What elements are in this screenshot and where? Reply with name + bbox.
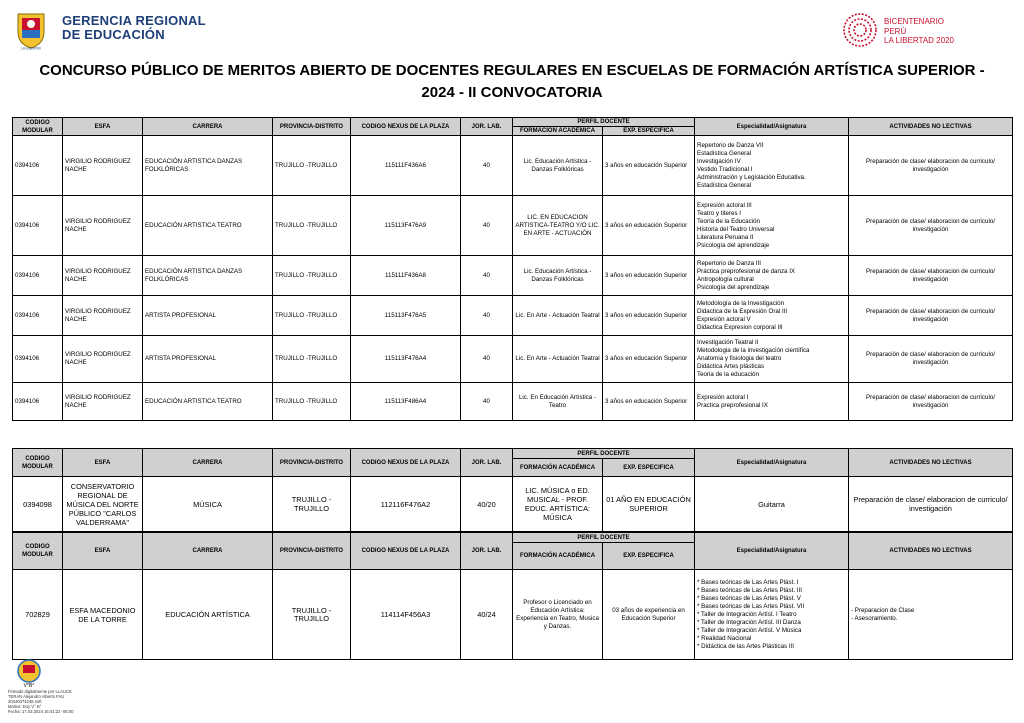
cell-codigo: 0394106 xyxy=(13,336,63,383)
cell-esfa: VIRGILIO RODRIGUEZ NACHE xyxy=(63,256,143,296)
cell-nexus: 115113F486A4 xyxy=(351,383,461,421)
subject-item: Estadística General xyxy=(697,149,752,157)
subject-item: * Taller de Integración Artíst. I Teatro xyxy=(697,610,797,618)
cell-especialidad xyxy=(695,296,849,336)
col-especialidad: Especialidad/Asignatura xyxy=(695,449,849,477)
subject-item: Repertorio de Danza VII xyxy=(697,141,764,149)
col-especialidad: Especialidad/Asignatura xyxy=(695,533,849,570)
subject-item: Literatura Peruana II xyxy=(697,233,754,241)
col-jornada: JOR. LAB. xyxy=(461,449,513,477)
cell-codigo: 0394106 xyxy=(13,383,63,421)
cell-esfa: ESFA MACEDONIO DE LA TORRE xyxy=(63,570,143,660)
signature-line: Fecha: 17.03.2024 16:41:22 -05:00 xyxy=(8,709,74,714)
cell-carrera: MÚSICA xyxy=(143,477,273,532)
table-row xyxy=(13,477,1013,532)
subject-list xyxy=(697,202,846,250)
cell-nexus: 115111F436A6 xyxy=(351,136,461,196)
cell-experiencia: 01 AÑO EN EDUCACIÓN SUPERIOR xyxy=(603,477,695,532)
plazas-table-conservatorio xyxy=(12,448,1013,532)
cell-nexus: 112116F476A2 xyxy=(351,477,461,532)
subject-item: Didactica Expresion corporal III xyxy=(697,323,783,331)
cell-codigo: 702829 xyxy=(13,570,63,660)
cell-carrera: ARTISTA PROFESIONAL xyxy=(143,336,273,383)
subject-item: Investigación IV xyxy=(697,157,741,165)
actividad-2: - Asesoramiento. xyxy=(851,614,898,622)
subject-list xyxy=(697,260,846,292)
subject-item: Vestido Tradicional I xyxy=(697,165,753,173)
col-nexus: CODIGO NEXUS DE LA PLAZA xyxy=(351,118,461,136)
cell-provincia: TRUJILLO -TRUJILLO xyxy=(273,383,351,421)
table-row xyxy=(13,383,1013,421)
cell-jornada: 40 xyxy=(461,256,513,296)
col-experiencia: EXP. ESPECIFICA xyxy=(603,127,695,136)
subject-item: Expresión actoral III xyxy=(697,201,752,209)
subject-item: Antropología cultural xyxy=(697,275,754,283)
subject-list xyxy=(697,339,846,379)
cell-experiencia: 3 años en educación Superior xyxy=(603,256,695,296)
col-perfil: PERFIL DOCENTE xyxy=(513,533,695,543)
subject-item: Expresión actoral V xyxy=(697,315,751,323)
cell-esfa: VIRGILIO RODRIGUEZ NACHE xyxy=(63,296,143,336)
plazas-table-body xyxy=(13,136,1013,421)
cell-provincia: TRUJILLO - TRUJILLO xyxy=(273,477,351,532)
cell-jornada: 40 xyxy=(461,136,513,196)
col-codigo: CODIGO MODULAR xyxy=(13,533,63,570)
cell-actividades xyxy=(849,570,1013,660)
cell-formacion: Profesor o Licenciado en Educación Artística: Experiencia en Teatro, Musica y Danzas. xyxy=(513,570,603,660)
cell-provincia: TRUJILLO - TRUJILLO xyxy=(273,570,351,660)
org-name-line1: GERENCIA REGIONAL xyxy=(62,13,206,28)
table-row xyxy=(13,256,1013,296)
plazas-table-macedonio xyxy=(12,532,1013,660)
cell-provincia: TRUJILLO -TRUJILLO xyxy=(273,336,351,383)
stamp-label: V°B° xyxy=(23,683,35,688)
cell-codigo: 0394106 xyxy=(13,296,63,336)
cell-jornada: 40/24 xyxy=(461,570,513,660)
subject-item: * Bases teóricas de Las Artes Plást. III xyxy=(697,586,802,594)
cell-esfa: VIRGILIO RODRIGUEZ NACHE xyxy=(63,136,143,196)
cell-actividades: Preparación de clase/ elaboracion de curriculo/ investigación xyxy=(849,136,1013,196)
cell-formacion: Lic. En Arte - Actuación Teatral xyxy=(513,296,603,336)
cell-esfa: VIRGILIO RODRIGUEZ NACHE xyxy=(63,336,143,383)
title-line2: 2024 - II CONVOCATORIA xyxy=(421,84,603,101)
col-formacion: FORMACIÓN ACADÉMICA xyxy=(513,459,603,477)
subject-item: Historia del Teatro Universal xyxy=(697,225,775,233)
subject-item: Teatro y titeres I xyxy=(697,209,742,217)
col-jornada: JOR. LAB. xyxy=(461,118,513,136)
subject-item: * Bases teóricas de Las Artes Plást. V xyxy=(697,594,801,602)
cell-nexus: 114114F456A3 xyxy=(351,570,461,660)
actividad-1: - Preparacion de Clase xyxy=(851,606,915,614)
subject-item: * Realidad Nacional xyxy=(697,634,752,642)
cell-formacion: Lic. Educación Artística - Danzas Folklóricas xyxy=(513,256,603,296)
subject-item: Anatomia y fisiologia del teatro xyxy=(697,355,782,362)
subject-item: Metodología de la Investigación xyxy=(697,299,785,307)
subject-item: Practica preprofesional IX xyxy=(697,401,768,409)
cell-codigo: 0394106 xyxy=(13,136,63,196)
cell-esfa: CONSERVATORIO REGIONAL DE MÚSICA DEL NORTE PÚBLICO "CARLOS VALDERRAMA" xyxy=(63,477,143,532)
signature-line: TERAN Alejandro Alberto FAU xyxy=(8,694,65,699)
cell-nexus: 115113F476A5 xyxy=(351,296,461,336)
col-esfa: ESFA xyxy=(63,118,143,136)
cell-carrera: ARTISTA PROFESIONAL xyxy=(143,296,273,336)
signature-line: Motivo: Doy V° B° xyxy=(8,704,42,709)
cell-codigo: 0394106 xyxy=(13,256,63,296)
cell-actividades: Preparación de clase/ elaboracion de curriculo/ investigación xyxy=(849,296,1013,336)
col-nexus: CODIGO NEXUS DE LA PLAZA xyxy=(351,449,461,477)
cell-esfa: VIRGILIO RODRIGUEZ NACHE xyxy=(63,383,143,421)
cell-especialidad xyxy=(695,136,849,196)
cell-carrera: EDUCACIÓN ARTISTICA TEATRO xyxy=(143,196,273,256)
la-libertad-coat-of-arms-icon xyxy=(14,10,48,50)
digital-signature-text xyxy=(8,689,73,714)
cell-especialidad xyxy=(695,196,849,256)
cell-experiencia: 03 años de experiencia en Educación Superior xyxy=(603,570,695,660)
cell-experiencia: 3 años en educación Superior xyxy=(603,196,695,256)
subject-item: Didactica de la Expresión Oral III xyxy=(697,307,788,315)
table-row xyxy=(13,336,1013,383)
bicentenario-text xyxy=(884,17,954,46)
col-actividades: ACTIVIDADES NO LECTIVAS xyxy=(849,449,1013,477)
table-row xyxy=(13,296,1013,336)
cell-jornada: 40 xyxy=(461,196,513,256)
logo-caption: LA LIBERTAD xyxy=(21,46,41,50)
col-carrera: CARRERA xyxy=(143,533,273,570)
cell-nexus: 115111F436A8 xyxy=(351,256,461,296)
cell-carrera: EDUCACIÓN ARTISTICA DANZAS FOLKLÓRICAS xyxy=(143,256,273,296)
cell-codigo: 0394098 xyxy=(13,477,63,532)
col-actividades: ACTIVIDADES NO LECTIVAS xyxy=(849,118,1013,136)
col-nexus: CODIGO NEXUS DE LA PLAZA xyxy=(351,533,461,570)
subject-item: Didáctica Artes plásticas xyxy=(697,363,765,370)
subject-item: * Bases teóricas de Las Artes Plást. I xyxy=(697,578,799,586)
cell-actividades: Preparación de clase/ elaboracion de curriculo/ investigación xyxy=(849,336,1013,383)
col-carrera: CARRERA xyxy=(143,118,273,136)
cell-actividades: Preparación de clase/ elaboracion de curriculo/ investigación xyxy=(849,256,1013,296)
subject-item: Investigación Teatral II xyxy=(697,339,759,346)
approval-stamp-icon xyxy=(12,658,46,688)
col-provincia: PROVINCIA-DISTRITO xyxy=(273,533,351,570)
bicentenario-logo-icon xyxy=(842,12,878,48)
cell-formacion: LIC. EN EDUCACION ARTISTICA-TEATRO Y/O LIC. EN ARTE - ACTUACIÓN xyxy=(513,196,603,256)
col-formacion: FORMACIÓN ACADÉMICA xyxy=(513,127,603,136)
subject-item: Administración y Legislación Educativa. xyxy=(697,173,806,181)
subject-list xyxy=(697,300,846,332)
bicentenario-line3: LA LIBERTAD 2020 xyxy=(884,36,954,45)
bicentenario-line1: BICENTENARIO xyxy=(884,17,945,26)
col-carrera: CARRERA xyxy=(143,449,273,477)
cell-especialidad xyxy=(695,256,849,296)
cell-carrera: EDUCACIÓN ARTÍSTICA xyxy=(143,570,273,660)
subject-item: Teoria de la educación xyxy=(697,371,759,378)
cell-jornada: 40/20 xyxy=(461,477,513,532)
cell-jornada: 40 xyxy=(461,296,513,336)
subject-item: * Taller de Integración Artíst. III Danza xyxy=(697,618,801,626)
cell-jornada: 40 xyxy=(461,383,513,421)
cell-provincia: TRUJILLO -TRUJILLO xyxy=(273,256,351,296)
cell-formacion: LIC. MÚSICA o ED. MUSICAL - PROF. EDUC. ARTÍSTICA: MÚSICA xyxy=(513,477,603,532)
col-provincia: PROVINCIA-DISTRITO xyxy=(273,449,351,477)
col-jornada: JOR. LAB. xyxy=(461,533,513,570)
subject-item: * Didáctica de las Artes Plásticas III xyxy=(697,642,794,650)
col-perfil: PERFIL DOCENTE xyxy=(513,118,695,127)
subject-list xyxy=(697,394,846,410)
col-codigo: CODIGO MODULAR xyxy=(13,118,63,136)
cell-provincia: TRUJILLO -TRUJILLO xyxy=(273,136,351,196)
subject-item: Práctica preprofesional de danza IX xyxy=(697,267,796,275)
signature-line: Firmado digitalmente por LLAUCE xyxy=(8,689,72,694)
subject-item: * Taller de Integración Artíst. V Música xyxy=(697,626,802,634)
subject-item: Expresión actoral I xyxy=(697,393,749,401)
cell-nexus: 115113F476A9 xyxy=(351,196,461,256)
cell-carrera: EDUCACIÓN ARTISTICA DANZAS FOLKLÓRICAS xyxy=(143,136,273,196)
title-line1: CONCURSO PÚBLICO DE MERITOS ABIERTO DE DOCENTES REGULARES EN ESCUELAS DE FORMACIÓN ARTÍSTICA SUPERIOR - xyxy=(39,62,985,79)
subject-item: Repertorio de Danza III xyxy=(697,259,761,267)
cell-codigo: 0394106 xyxy=(13,196,63,256)
cell-formacion: Lic. En Educación Artística - Teatro xyxy=(513,383,603,421)
subject-item: Psicología del aprendizaje xyxy=(697,241,770,249)
bicentenario-line2: PERÚ xyxy=(884,26,907,36)
subject-item: * Bases teóricas de Las Artes Plást. VII xyxy=(697,602,805,610)
cell-experiencia: 3 años en educación Superior xyxy=(603,336,695,383)
org-name-line2: DE EDUCACIÓN xyxy=(62,27,165,42)
subject-item: Metodologia de la investigación científica xyxy=(697,347,810,354)
col-actividades: ACTIVIDADES NO LECTIVAS xyxy=(849,533,1013,570)
signature-line: 20440374248 soft xyxy=(8,699,42,704)
cell-carrera: EDUCACIÓN ARTISTICA TEATRO xyxy=(143,383,273,421)
col-esfa: ESFA xyxy=(63,533,143,570)
col-provincia: PROVINCIA-DISTRITO xyxy=(273,118,351,136)
cell-provincia: TRUJILLO -TRUJILLO xyxy=(273,196,351,256)
table-row xyxy=(13,136,1013,196)
subject-item: Teoría de la Educación xyxy=(697,217,760,225)
document-title xyxy=(10,60,1014,104)
cell-nexus: 115113F476A4 xyxy=(351,336,461,383)
cell-especialidad: Guitarra xyxy=(695,477,849,532)
col-esfa: ESFA xyxy=(63,449,143,477)
col-especialidad: Especialidad/Asignatura xyxy=(695,118,849,136)
cell-experiencia: 3 años en educación Superior xyxy=(603,383,695,421)
col-perfil: PERFIL DOCENTE xyxy=(513,449,695,459)
cell-especialidad xyxy=(695,383,849,421)
col-experiencia: EXP. ESPECIFICA xyxy=(603,459,695,477)
cell-actividades: Preparación de clase/ elaboracion de curriculo/ investigación xyxy=(849,477,1013,532)
org-name xyxy=(62,14,206,42)
page-header xyxy=(0,0,1024,58)
col-codigo: CODIGO MODULAR xyxy=(13,449,63,477)
col-formacion: FORMACIÓN ACADÉMICA xyxy=(513,543,603,570)
col-experiencia: EXP. ESPECIFICA xyxy=(603,543,695,570)
cell-formacion: Lic. Educación Artística - Danzas Folklóricas xyxy=(513,136,603,196)
cell-experiencia: 3 años en educación Superior xyxy=(603,296,695,336)
subject-list xyxy=(697,579,846,651)
cell-especialidad xyxy=(695,336,849,383)
cell-especialidad xyxy=(695,570,849,660)
subject-item: Psicología del aprendizaje xyxy=(697,283,770,291)
cell-formacion: Lic. En Arte - Actuación Teatral xyxy=(513,336,603,383)
cell-provincia: TRUJILLO -TRUJILLO xyxy=(273,296,351,336)
table-row xyxy=(13,570,1013,660)
table-row xyxy=(13,196,1013,256)
cell-esfa: VIRGILIO RODRIGUEZ NACHE xyxy=(63,196,143,256)
plazas-table-virgilio xyxy=(12,117,1013,421)
cell-actividades: Preparación de clase/ elaboracion de curriculo/ investigación xyxy=(849,383,1013,421)
cell-actividades: Preparación de clase/ elaboracion de curriculo/ investigación xyxy=(849,196,1013,256)
cell-experiencia: 3 años en educación Superior xyxy=(603,136,695,196)
subject-list xyxy=(697,142,846,190)
subject-item: Estadística General xyxy=(697,181,752,189)
cell-jornada: 40 xyxy=(461,336,513,383)
